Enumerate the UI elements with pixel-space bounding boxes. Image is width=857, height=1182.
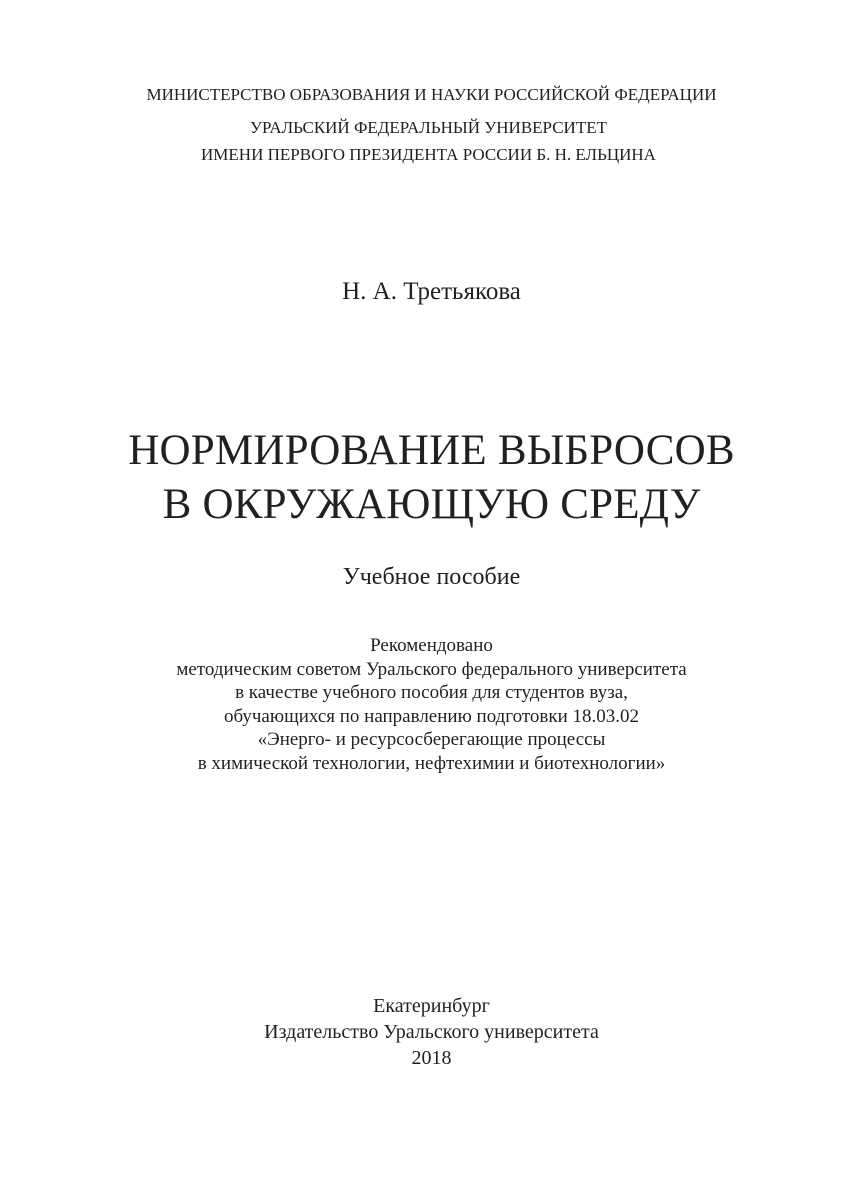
university-name: УРАЛЬСКИЙ ФЕДЕРАЛЬНЫЙ УНИВЕРСИТЕТ: [250, 118, 607, 137]
recommendation-line: методическим советом Уральского федерального университета: [176, 658, 687, 680]
recommendation-line: «Энерго- и ресурсосберегающие процессы: [257, 729, 606, 750]
university-named-after: ИМЕНИ ПЕРВОГО ПРЕЗИДЕНТА РОССИИ Б. Н. ЕЛЬЦИНА: [201, 145, 656, 164]
author-name: Н. А. Третьякова: [342, 278, 521, 305]
recommendation-block: [3, 634, 857, 775]
publication-info: [3, 993, 857, 1071]
recommendation-line: Рекомендовано: [370, 635, 493, 656]
ministry-name: МИНИСТЕРСТВО ОБРАЗОВАНИЯ И НАУКИ РОССИЙСКОЙ ФЕДЕРАЦИИ: [146, 85, 717, 104]
publisher-name: Издательство Уральского университета: [264, 1021, 599, 1043]
publication-city: Екатеринбург: [373, 995, 490, 1017]
recommendation-line: в качестве учебного пособия для студентов вуза,: [235, 682, 628, 703]
publication-year: 2018: [411, 1047, 452, 1069]
recommendation-line: обучающихся по направлению подготовки 18.03.02: [223, 705, 640, 727]
book-title-line-1: НОРМИРОВАНИЕ ВЫБРОСОВ: [128, 427, 735, 474]
book-title-line-2: В ОКРУЖАЮЩУЮ СРЕДУ: [162, 481, 701, 528]
book-subtitle: Учебное пособие: [342, 564, 521, 590]
recommendation-line: в химической технологии, нефтехимии и биотехнологии»: [197, 752, 666, 774]
